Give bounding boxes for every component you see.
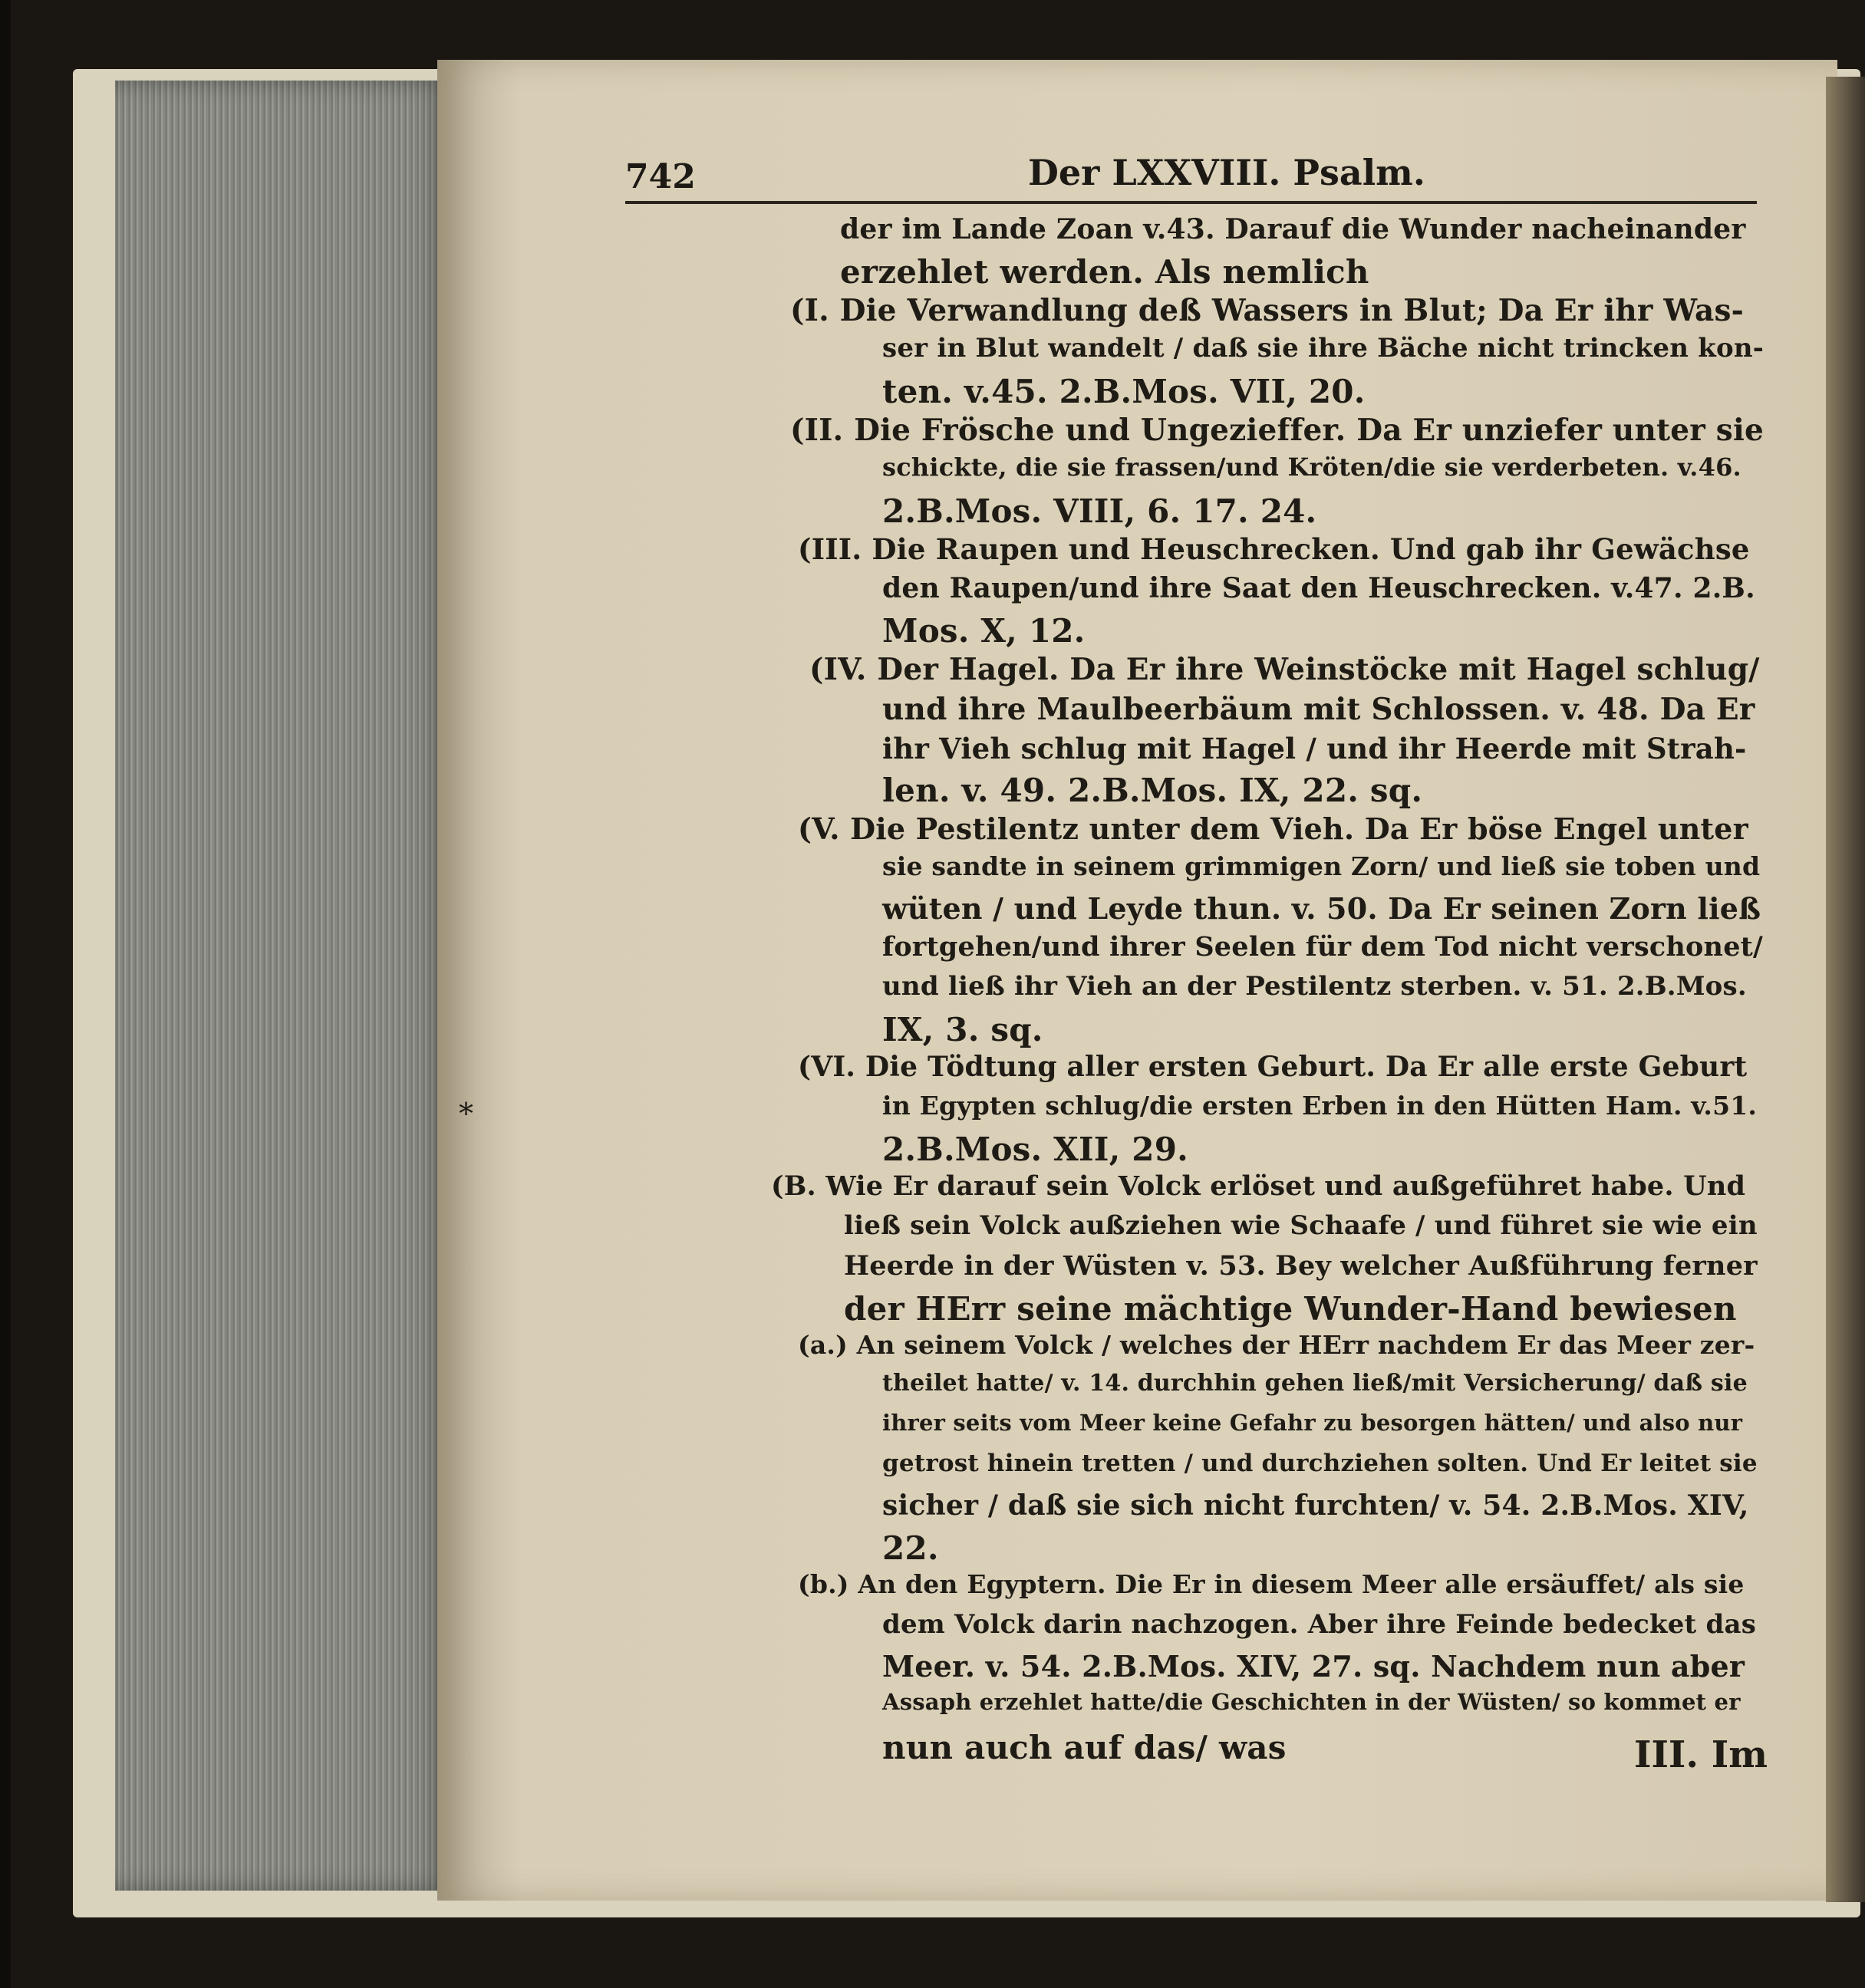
text-line: theilet hatte/ v. 14. durchhin gehen ließ/mit Versicherung/ daß sie [882,1370,1748,1397]
text-line: ihr Vieh schlug mit Hagel / und ihr Heerde mit Strah- [882,732,1747,765]
text-line: sie sandte in seinem grimmigen Zorn/ und ließ sie toben und [882,851,1761,881]
text-line: (V. Die Pestilentz unter dem Vieh. Da Er böse Engel unter [798,811,1748,846]
text-line: und ließ ihr Vieh an der Pestilentz sterben. v. 51. 2.B.Mos. [882,971,1747,1002]
text-line: Heerde in der Wüsten v. 53. Bey welcher Außführung ferner [844,1250,1758,1282]
book-gutter [1826,77,1865,1902]
text-line: 2.B.Mos. XII, 29. [882,1131,1188,1168]
text-line: erzehlet werden. Als nemlich [840,253,1369,291]
text-line: getrost hinein tretten / und durchziehen solten. Und Er leitet sie [882,1450,1758,1477]
text-line: in Egypten schlug/die ersten Erben in den Hütten Ham. v.51. [882,1091,1758,1121]
text-line: (IV. Der Hagel. Da Er ihre Weinstöcke mit Hagel schlug/ [809,652,1760,687]
text-line: (b.) An den Egyptern. Die Er in diesem Meer alle ersäuffet/ als sie [798,1569,1745,1599]
running-title: Der LXXVIII. Psalm. [1028,152,1425,193]
scan-border [0,0,11,1988]
text-line: 22. [882,1529,939,1567]
text-line: (a.) An seinem Volck / welches der HErr nachdem Er das Meer zer- [798,1330,1755,1360]
page-number: 742 [625,157,696,196]
text-line: der HErr seine mächtige Wunder-Hand bewiesen [844,1290,1737,1328]
text-line: den Raupen/und ihre Saat den Heuschrecken. v.47. 2.B. [882,572,1755,604]
text-line: (B. Wie Er darauf sein Volck erlöset und außgeführet habe. Und [771,1170,1746,1202]
margin-asterisk: * [459,1097,473,1131]
text-line: der im Lande Zoan v.43. Darauf die Wunder nacheinander [840,213,1746,245]
text-line: schickte, die sie frassen/und Kröten/die sie verderbeten. v.46. [882,453,1741,482]
text-line: und ihre Maulbeerbäum mit Schlossen. v. 48. Da Er [882,692,1755,727]
page-fore-edge [115,81,453,1891]
text-line: fortgehen/und ihrer Seelen für dem Tod nicht verschonet/ [882,931,1764,963]
text-line: IX, 3. sq. [882,1011,1043,1048]
text-line: sicher / daß sie sich nicht furchten/ v. 54. 2.B.Mos. XIV, [882,1489,1749,1522]
text-line: (I. Die Verwandlung deß Wassers in Blut; Da Er ihr Was- [790,293,1745,328]
text-line: 2.B.Mos. VIII, 6. 17. 24. [882,492,1317,530]
text-line: wüten / und Leyde thun. v. 50. Da Er seinen Zorn ließ [882,891,1761,926]
text-line: ihrer seits vom Meer keine Gefahr zu besorgen hätten/ und also nur [882,1410,1743,1436]
text-line: (III. Die Raupen und Heuschrecken. Und gab ihr Gewächse [798,532,1750,566]
text-line: dem Volck darin nachzogen. Aber ihre Feinde bedecket das [882,1609,1757,1640]
text-line: ten. v.45. 2.B.Mos. VII, 20. [882,373,1366,410]
text-line: nun auch auf das/ was [882,1729,1287,1766]
text-line: Mos. X, 12. [882,612,1086,650]
text-line: len. v. 49. 2.B.Mos. IX, 22. sq. [882,772,1423,809]
text-line: Assaph erzehlet hatte/die Geschichten in der Wüsten/ so kommet er [882,1689,1741,1715]
text-line: ser in Blut wandelt / daß sie ihre Bäche nicht trincken kon- [882,333,1765,364]
catchword: III. Im [1634,1733,1768,1776]
text-line: Meer. v. 54. 2.B.Mos. XIV, 27. sq. Nachdem nun aber [882,1649,1745,1684]
text-line: ließ sein Volck außziehen wie Schaafe / und führet sie wie ein [844,1210,1758,1241]
text-line: (II. Die Frösche und Ungezieffer. Da Er unziefer unter sie [790,413,1764,448]
header-rule [625,201,1757,204]
text-line: (VI. Die Tödtung aller ersten Geburt. Da Er alle erste Geburt [798,1051,1748,1083]
